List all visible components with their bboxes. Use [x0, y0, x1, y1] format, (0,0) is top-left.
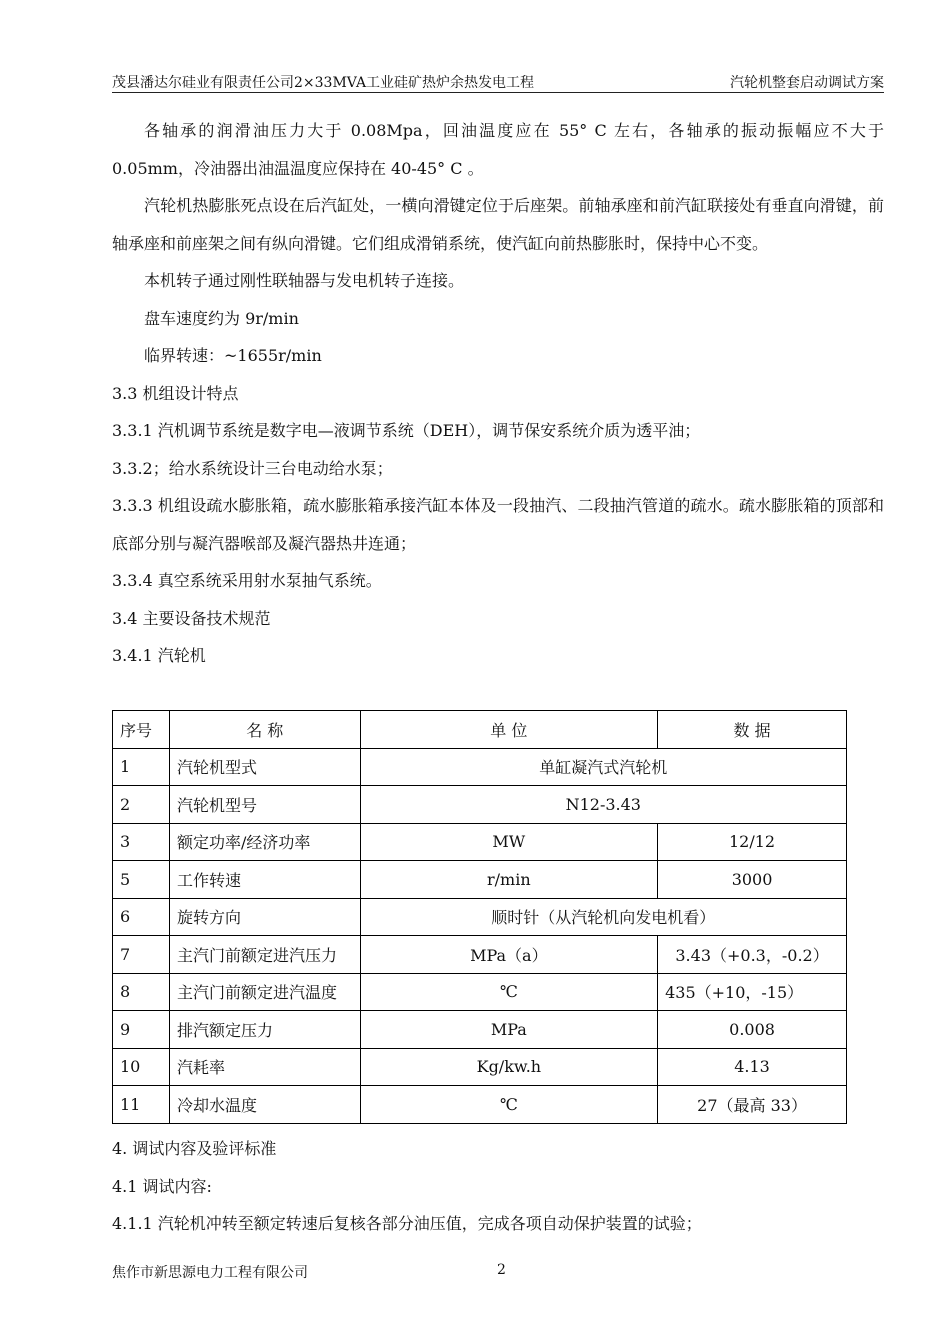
cell-no: 10: [113, 1048, 170, 1086]
cell-name: 旋转方向: [169, 898, 360, 936]
cell-data: 435（+10，-15）: [658, 973, 847, 1011]
table-row: [113, 1048, 847, 1086]
cell-name: 汽耗率: [169, 1048, 360, 1086]
subsection-heading: 3.4.1 汽轮机: [112, 646, 206, 665]
table-row: [113, 1011, 847, 1049]
table-header-row: [113, 711, 847, 749]
paragraph: 本机转子通过刚性联轴器与发电机转子连接。: [144, 271, 465, 290]
document-continuation: [112, 1130, 884, 1243]
section-heading: 3.3 机组设计特点: [112, 383, 239, 403]
cell-data: 0.008: [658, 1011, 847, 1049]
cell-data: 12/12: [658, 823, 847, 861]
cell-unit: MPa: [360, 1011, 658, 1049]
cell-value-merged: N12-3.43: [360, 786, 846, 824]
page-number: 2: [497, 1262, 506, 1278]
cell-unit: MPa（a）: [360, 936, 658, 974]
header-cell: 序号: [113, 711, 170, 749]
subsection-heading: 4.1 调试内容:: [112, 1176, 212, 1196]
cell-no: 1: [113, 748, 170, 786]
cell-name: 汽轮机型号: [169, 786, 360, 824]
cell-unit: ℃: [360, 1086, 658, 1124]
paragraph: 汽轮机热膨胀死点设在后汽缸处，一横向滑键定位于后座架。前轴承座和前汽缸联接处有垂直向滑键，前轴承座和前座架之间有纵向滑键。它们组成滑销系统，使汽缸向前热膨胀时，保持中心不变。: [112, 196, 884, 253]
cell-name: 汽轮机型式: [169, 748, 360, 786]
cell-no: 2: [113, 786, 170, 824]
paragraph: 盘车速度约为 9r/min: [144, 308, 299, 328]
header-cell: 数 据: [658, 711, 847, 749]
paragraph: 4.1.1 汽轮机冲转至额定转速后复核各部分油压值，完成各项自动保护装置的试验；: [112, 1214, 702, 1233]
document-body: [112, 112, 884, 675]
header-cell: 名 称: [169, 711, 360, 749]
paragraph: 3.3.2；给水系统设计三台电动给水泵；: [112, 458, 393, 478]
cell-no: 7: [113, 936, 170, 974]
cell-no: 5: [113, 861, 170, 899]
table-row: [113, 748, 847, 786]
header-cell: 单 位: [360, 711, 658, 749]
cell-no: 3: [113, 823, 170, 861]
table-row: [113, 786, 847, 824]
footer-company: 焦作市新思源电力工程有限公司: [112, 1265, 308, 1281]
paragraph: 3.3.4 真空系统采用射水泵抽气系统。: [112, 571, 382, 590]
paragraph: 3.3.1 汽机调节系统是数字电—液调节系统（DEH），调节保安系统介质为透平油；: [112, 421, 701, 440]
cell-unit: Kg/kw.h: [360, 1048, 658, 1086]
paragraph: 临界转速：~1655r/min: [144, 346, 322, 365]
cell-no: 8: [113, 973, 170, 1011]
cell-name: 额定功率/经济功率: [169, 823, 360, 861]
paragraph: 各轴承的润滑油压力大于 0.08Mpa，回油温度应在 55° C 左右，各轴承的振动振幅应不大于 0.05mm，冷油器出油温温度应保持在 40-45° C 。: [112, 121, 884, 178]
section-heading: 4. 调试内容及验评标准: [112, 1139, 277, 1158]
header-doc-title: 汽轮机整套启动调试方案: [730, 75, 884, 91]
cell-data: 27（最高 33）: [658, 1086, 847, 1124]
cell-value-merged: 顺时针（从汽轮机向发电机看）: [360, 898, 846, 936]
cell-no: 6: [113, 898, 170, 936]
cell-name: 主汽门前额定进汽温度: [169, 973, 360, 1011]
section-heading: 3.4 主要设备技术规范: [112, 608, 271, 628]
cell-unit: ℃: [360, 973, 658, 1011]
cell-name: 排汽额定压力: [169, 1011, 360, 1049]
table-row: [113, 823, 847, 861]
table-row: [113, 898, 847, 936]
cell-unit: MW: [360, 823, 658, 861]
cell-data: 3.43（+0.3，-0.2）: [658, 936, 847, 974]
page-header: [112, 70, 884, 93]
cell-unit: r/min: [360, 861, 658, 899]
cell-data: 4.13: [658, 1048, 847, 1086]
table-row: [113, 861, 847, 899]
header-project-title: 茂县潘达尔硅业有限责任公司2×33MVA工业硅矿热炉余热发电工程: [112, 75, 535, 91]
cell-data: 3000: [658, 861, 847, 899]
table-row: [113, 973, 847, 1011]
cell-name: 主汽门前额定进汽压力: [169, 936, 360, 974]
cell-name: 工作转速: [169, 861, 360, 899]
table-row: [113, 936, 847, 974]
table-row: [113, 1086, 847, 1124]
paragraph: 3.3.3 机组设疏水膨胀箱，疏水膨胀箱承接汽缸本体及一段抽汽、二段抽汽管道的疏水。疏水膨胀箱的顶部和底部分别与凝汽器喉部及凝汽器热井连通；: [112, 496, 884, 553]
cell-value-merged: 单缸凝汽式汽轮机: [360, 748, 846, 786]
turbine-spec-table: [112, 710, 847, 1124]
cell-no: 9: [113, 1011, 170, 1049]
cell-name: 冷却水温度: [169, 1086, 360, 1124]
cell-no: 11: [113, 1086, 170, 1124]
